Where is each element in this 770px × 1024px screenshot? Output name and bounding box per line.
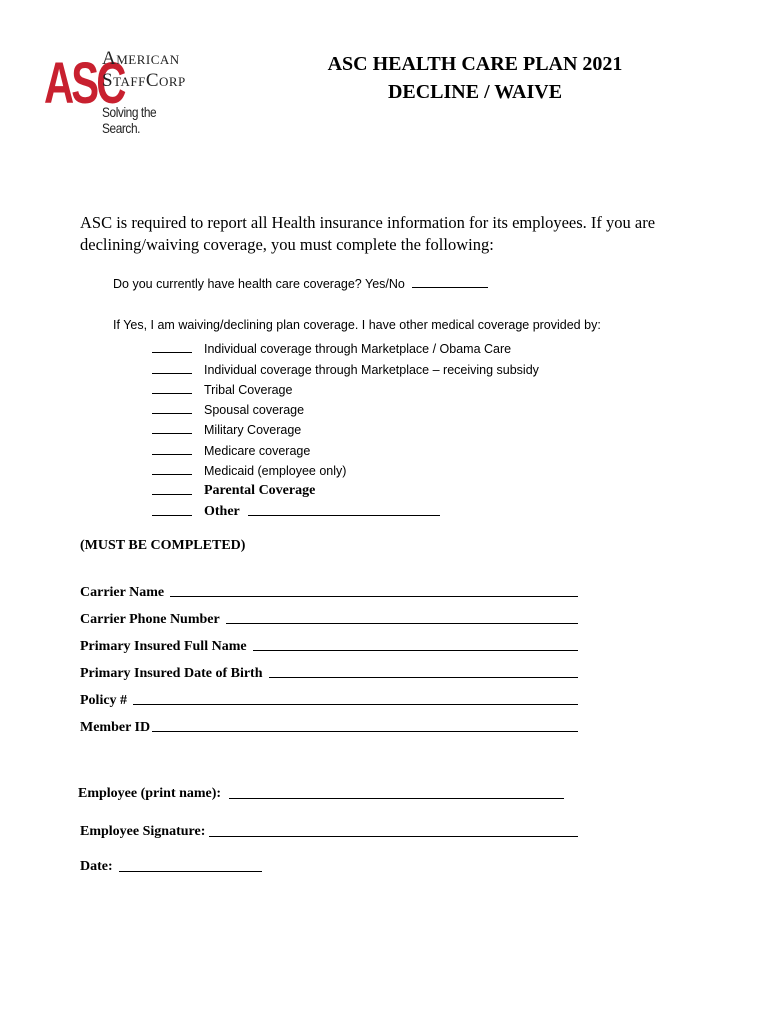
member-id-field bbox=[80, 709, 578, 736]
date-label: Date: bbox=[80, 859, 113, 874]
option-row bbox=[152, 398, 539, 418]
option-label: Medicaid (employee only) bbox=[204, 464, 347, 479]
option-check-line[interactable] bbox=[152, 373, 192, 374]
other-specify-line[interactable] bbox=[248, 515, 440, 516]
option-row bbox=[152, 357, 539, 377]
date-field bbox=[80, 859, 262, 875]
intro-paragraph: ASC is required to report all Health insurance information for its employees. If you are declining/waiving coverage, you must complete the following: bbox=[80, 213, 656, 254]
primary-dob-label: Primary Insured Date of Birth bbox=[80, 666, 263, 681]
signature-field bbox=[80, 824, 578, 840]
logo-staffcorp: StaffCorp bbox=[102, 70, 186, 91]
document-title bbox=[290, 50, 660, 106]
title-line-1: ASC HEALTH CARE PLAN 2021 bbox=[327, 53, 623, 75]
option-check-line[interactable] bbox=[152, 393, 192, 394]
title-line-2: DECLINE / WAIVE bbox=[387, 81, 563, 103]
option-label: Parental Coverage bbox=[204, 483, 316, 499]
option-row bbox=[152, 438, 539, 458]
member-id-label: Member ID bbox=[80, 720, 151, 735]
option-check-line[interactable] bbox=[152, 352, 192, 353]
policy-line[interactable] bbox=[133, 704, 578, 705]
primary-name-field bbox=[80, 628, 578, 655]
coverage-options-list bbox=[152, 337, 539, 520]
option-row bbox=[152, 459, 539, 479]
primary-name-label: Primary Insured Full Name bbox=[80, 639, 247, 654]
option-row bbox=[152, 499, 539, 519]
option-row bbox=[152, 378, 539, 398]
carrier-phone-line[interactable] bbox=[226, 623, 578, 624]
option-row bbox=[152, 418, 539, 438]
option-row bbox=[152, 479, 539, 499]
print-name-line[interactable] bbox=[229, 798, 564, 799]
signature-label: Employee Signature: bbox=[80, 824, 206, 839]
option-label: Medicare coverage bbox=[204, 443, 311, 458]
option-check-line[interactable] bbox=[152, 515, 192, 516]
option-row bbox=[152, 337, 539, 357]
option-label: Tribal Coverage bbox=[204, 382, 293, 397]
option-label: Other bbox=[204, 503, 240, 519]
carrier-phone-field bbox=[80, 601, 578, 628]
option-label: Individual coverage through Marketplace / Obama Care bbox=[204, 342, 512, 357]
logo-american: American bbox=[102, 48, 180, 69]
carrier-name-line[interactable] bbox=[170, 596, 578, 597]
date-line[interactable] bbox=[119, 871, 262, 872]
option-label: Military Coverage bbox=[204, 423, 302, 438]
coverage-question-text: Do you currently have health care coverage? Yes/No bbox=[113, 277, 405, 291]
policy-field bbox=[80, 682, 578, 709]
must-complete-note: (MUST BE COMPLETED) bbox=[80, 538, 246, 553]
carrier-name-field bbox=[80, 574, 578, 601]
primary-name-line[interactable] bbox=[253, 650, 578, 651]
waiver-statement: If Yes, I am waiving/declining plan coverage. I have other medical coverage provided by: bbox=[113, 318, 601, 332]
print-name-field bbox=[78, 786, 564, 802]
option-label: Spousal coverage bbox=[204, 403, 305, 418]
option-check-line[interactable] bbox=[152, 413, 192, 414]
option-label: Individual coverage through Marketplace – receiving subsidy bbox=[204, 362, 539, 377]
print-name-label: Employee (print name): bbox=[78, 786, 222, 801]
primary-dob-line[interactable] bbox=[269, 677, 579, 678]
coverage-answer-line[interactable] bbox=[412, 286, 488, 288]
carrier-phone-label: Carrier Phone Number bbox=[80, 612, 220, 627]
carrier-name-label: Carrier Name bbox=[80, 585, 165, 600]
signature-line[interactable] bbox=[209, 836, 578, 837]
company-logo bbox=[44, 44, 204, 136]
option-check-line[interactable] bbox=[152, 494, 192, 495]
member-id-line[interactable] bbox=[152, 731, 578, 732]
carrier-fields bbox=[80, 574, 578, 736]
logo-letters: ASC bbox=[44, 51, 124, 116]
policy-label: Policy # bbox=[80, 693, 128, 708]
primary-dob-field bbox=[80, 655, 578, 682]
option-check-line[interactable] bbox=[152, 474, 192, 475]
option-check-line[interactable] bbox=[152, 433, 192, 434]
logo-slogan: Solving the Search. bbox=[102, 104, 157, 136]
option-check-line[interactable] bbox=[152, 454, 192, 455]
coverage-question bbox=[113, 277, 488, 291]
